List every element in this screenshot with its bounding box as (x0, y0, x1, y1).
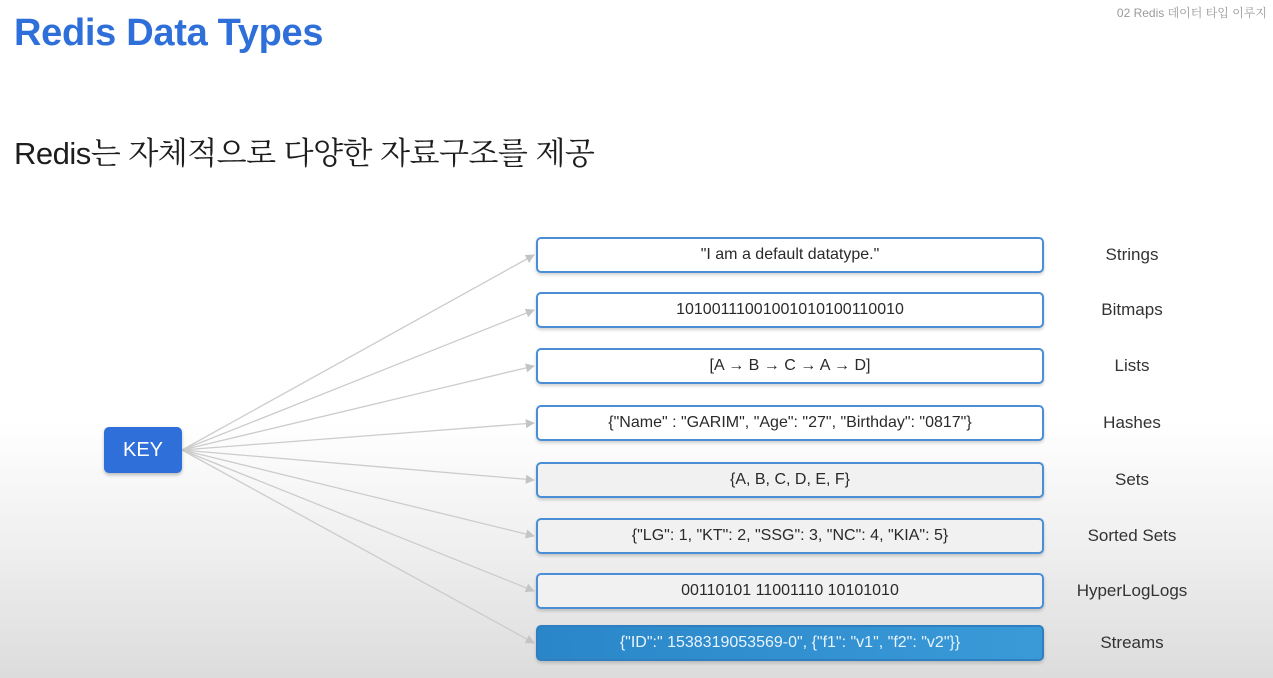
streams-label: Streams (1100, 633, 1164, 652)
hashes-example-box: {"Name" : "GARIM", "Age": "27", "Birthday": "0817"} (536, 405, 1044, 441)
lists-label: Lists (1114, 356, 1150, 375)
slide-title: Redis Data Types (14, 12, 324, 54)
hashes-label: Hashes (1103, 413, 1161, 432)
slide-corner-label: 02 Redis 데이터 타입 이루지 (1116, 6, 1267, 20)
connector-hyperloglogs (182, 450, 534, 591)
lists-example-box: [A → B → C → A → D] (536, 348, 1044, 384)
streams-example-box: {"ID":" 1538319053569-0", {"f1": "v1", "f2": "v2"}} (536, 625, 1044, 661)
connector-hashes (182, 423, 534, 450)
sorted-sets-example-box: {"LG": 1, "KT": 2, "SSG": 3, "NC": 4, "KIA": 5} (536, 518, 1044, 554)
connector-sets (182, 450, 534, 480)
slide-subtitle: Redis는 자체적으로 다양한 자료구조를 제공 (14, 136, 595, 171)
connector-bitmaps (182, 310, 534, 450)
connector-sorted-sets (182, 450, 534, 536)
hyperloglogs-label: HyperLogLogs (1076, 581, 1188, 600)
connector-streams (182, 450, 534, 643)
sets-example-box: {A, B, C, D, E, F} (536, 462, 1044, 498)
strings-label: Strings (1105, 245, 1159, 264)
strings-example-box: "I am a default datatype." (536, 237, 1044, 273)
bitmaps-example-box: 10100111001001010100110010 (536, 292, 1044, 328)
key-node: KEY (104, 427, 182, 473)
connector-lists (182, 366, 534, 450)
bitmaps-label: Bitmaps (1101, 300, 1163, 319)
connector-strings (182, 255, 534, 450)
sorted-sets-label: Sorted Sets (1087, 526, 1177, 545)
hyperloglogs-example-box: 00110101 11001110 10101010 (536, 573, 1044, 609)
sets-label: Sets (1114, 470, 1150, 489)
